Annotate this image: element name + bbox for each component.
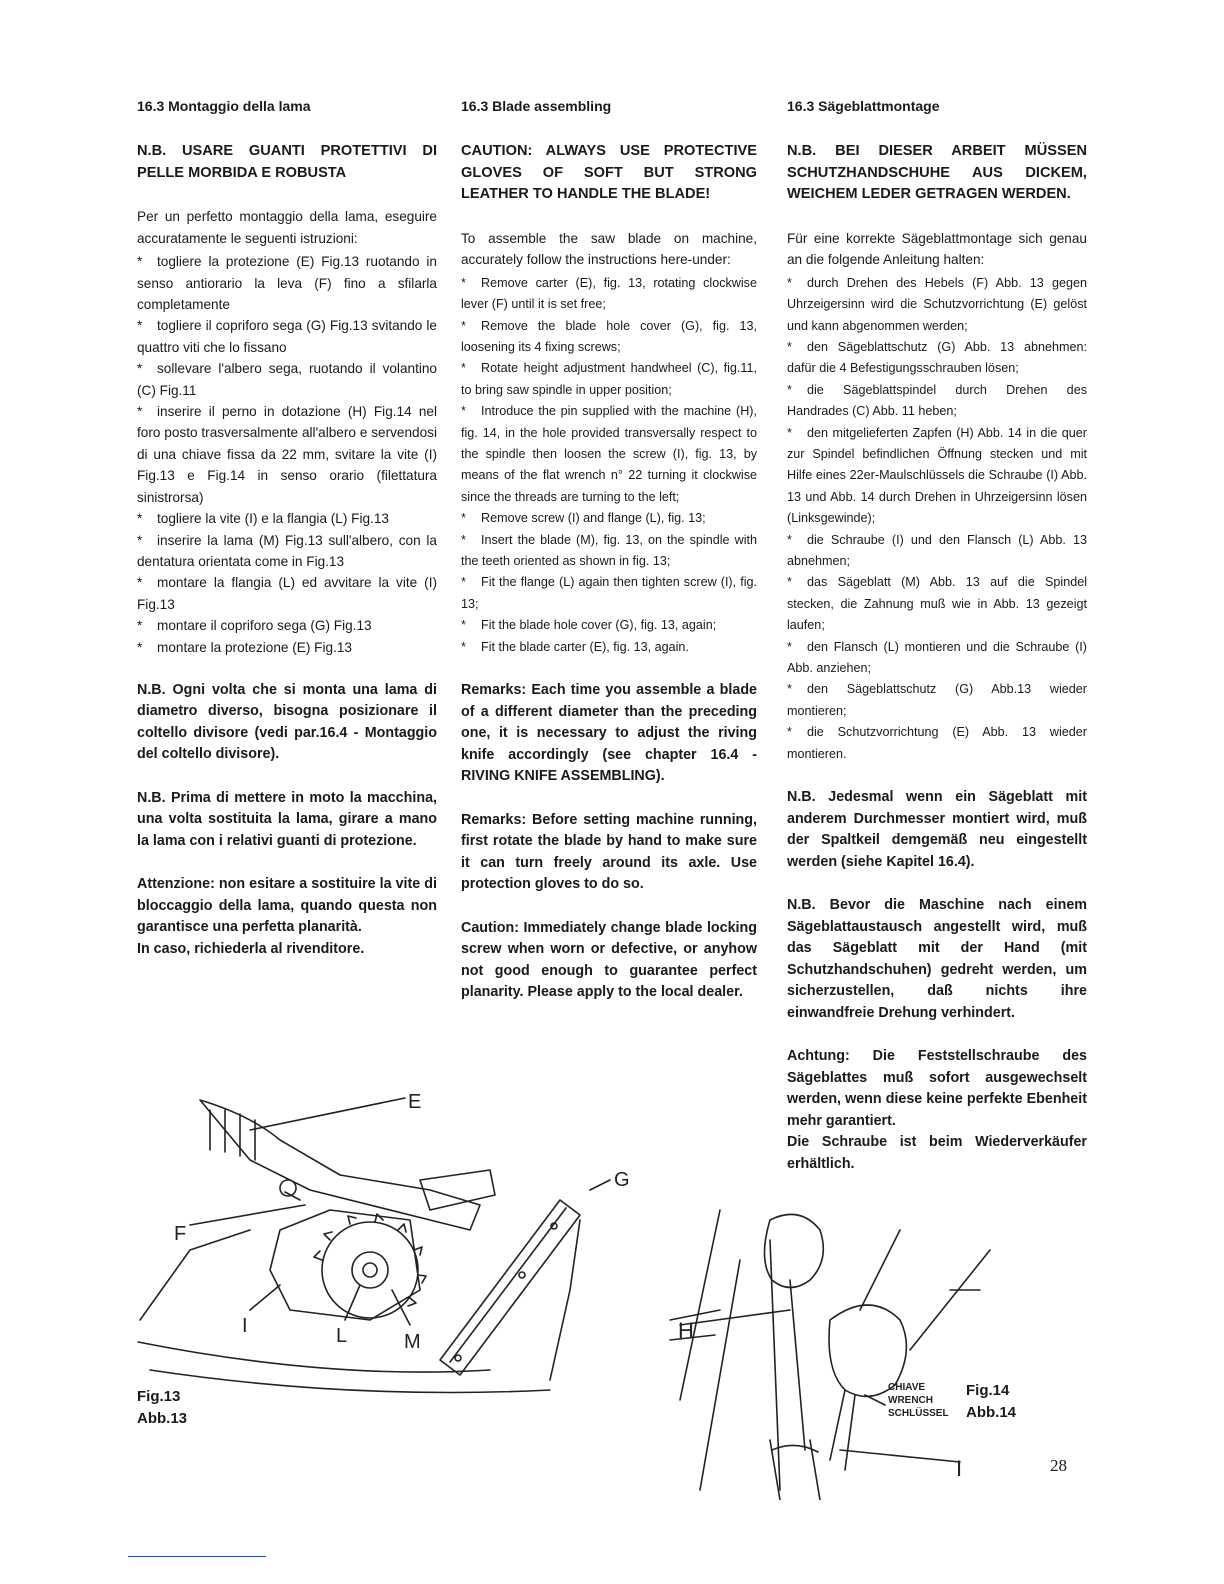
blade-teeth	[314, 1214, 426, 1306]
list-item: * die Schutzvorrichtung (E) Abb. 13 wieder montieren.	[787, 722, 1087, 765]
section-title-en: 16.3 Blade assembling	[461, 98, 612, 114]
figure-13-caption: Fig.13 Abb.13	[137, 1388, 188, 1427]
bullet: *	[137, 511, 143, 527]
figure-14-wrench-drawing	[660, 1200, 1030, 1500]
column-italian	[137, 96, 437, 982]
bullet: *	[461, 575, 466, 590]
label-i: I	[956, 1456, 963, 1481]
bullet: *	[137, 361, 143, 377]
table-lower-edge	[150, 1370, 550, 1393]
label-f: F	[174, 1223, 187, 1245]
column-english	[461, 96, 757, 1026]
bullet: *	[137, 254, 143, 270]
list-item: * montare il copriforo sega (G) Fig.13	[137, 615, 437, 636]
note-start-en: Remarks: Before setting machine running, first rotate the blade by hand to make sure it can turn freely around its axle. Use protection gloves to do so.	[461, 811, 757, 893]
label-i: I	[242, 1315, 248, 1337]
column-german	[787, 96, 1087, 1197]
cover-screw	[455, 1355, 461, 1361]
bullet: *	[787, 425, 792, 440]
bullet: *	[787, 639, 792, 654]
bullet: *	[461, 511, 466, 526]
cover-screw	[519, 1272, 525, 1278]
intro-it: Per un perfetto montaggio della lama, eseguire accuratamente le seguenti istruzioni:	[137, 209, 437, 246]
steps-list-it	[137, 251, 437, 658]
list-item: * togliere la protezione (E) Fig.13 ruotando in senso antiorario la leva (F) fino a sfilarla completamente	[137, 251, 437, 315]
bullet: *	[787, 382, 792, 397]
wrench-label-it: CHIAVE	[888, 1382, 926, 1393]
pin-h	[790, 1280, 805, 1450]
list-item: * Insert the blade (M), fig. 13, on the spindle with the teeth oriented as shown in fig. 13;	[461, 530, 757, 573]
figure-14-caption: Fig.14 Abb.14	[966, 1382, 1017, 1421]
bullet: *	[461, 532, 466, 547]
leader-i	[250, 1285, 280, 1310]
blade-housing	[270, 1210, 420, 1320]
leader-f	[190, 1205, 305, 1225]
label-e: E	[408, 1091, 422, 1113]
note-start-it: N.B. Prima di mettere in moto la macchina, una volta sostituita la lama, girare a mano la lama con i relativi guanti di protezione.	[137, 789, 437, 849]
table-edge-right	[550, 1220, 580, 1380]
list-item: * montare la protezione (E) Fig.13	[137, 637, 437, 658]
list-item: * Fit the blade carter (E), fig. 13, again.	[461, 637, 757, 658]
wrench	[830, 1390, 855, 1470]
bullet: *	[787, 339, 792, 354]
leader-g	[590, 1180, 610, 1190]
section-title-de: 16.3 Sägeblattmontage	[787, 98, 940, 114]
leader-m	[392, 1290, 410, 1325]
intro-de: Für eine korrekte Sägeblattmontage sich genau an die folgende Anleitung halten:	[787, 230, 1087, 268]
bullet: *	[461, 275, 466, 290]
note-dealer-it: In caso, richiederla al rivenditore.	[137, 940, 365, 957]
note-diameter-de: N.B. Jedesmal wenn ein Sägeblatt mit anderem Durchmesser montiert wird, muß der Spaltkeil demgemäß neu eingestellt werden (siehe Kapitel 16.4).	[787, 789, 1087, 870]
bullet: *	[137, 318, 143, 334]
list-item: * sollevare l'albero sega, ruotando il volantino (C) Fig.11	[137, 358, 437, 401]
note-screw-it: Attenzione: non esitare a sostituire la vite di bloccaggio della lama, quando questa non garantisce una perfetta planarità.	[137, 876, 437, 936]
list-item: * montare la flangia (L) ed avvitare la vite (I) Fig.13	[137, 572, 437, 615]
list-item: * Remove carter (E), fig. 13, rotating clockwise lever (F) until it is set free;	[461, 273, 757, 316]
bullet: *	[787, 725, 792, 740]
note-screw-en: Caution: Immediately change blade locking screw when worn or defective, or anyhow not good enough to guarantee perfect planarity. Please apply to the local dealer.	[461, 919, 757, 1001]
footer-rule	[128, 1556, 266, 1557]
note-diameter-en: Remarks: Each time you assemble a blade of a different diameter than the preceding one, it is necessary to adjust the riving knife accordingly (see chapter 16.4 - RIVING KNIFE ASSEMBLING).	[461, 682, 757, 785]
bullet: *	[137, 575, 143, 591]
list-item: * Fit the blade hole cover (G), fig. 13, again;	[461, 615, 757, 636]
leader-e	[250, 1098, 405, 1130]
list-item: * Introduce the pin supplied with the machine (H), fig. 14, in the hole provided transversally respect to the spindle then loosen the screw (I), fig. 13, by means of the flat wrench n° 22 turning it clockwise since the threads are turning to the left;	[461, 401, 757, 508]
intro-en: To assemble the saw blade on machine, accurately follow the instructions here-under:	[461, 230, 757, 268]
bullet: *	[461, 639, 466, 654]
page-number: 28	[1050, 1456, 1067, 1475]
bullet: *	[461, 361, 466, 376]
steps-list-de	[787, 273, 1087, 765]
list-item: * den mitgelieferten Zapfen (H) Abb. 14 in die quer zur Spindel befindlichen Öffnung stecken und mit Hilfe eines 22er-Maulschlüssels die Schraube (I) Abb. 13 und Abb. 14 durch Drehen in Uhrzeigersinn lösen (Linksgewinde);	[787, 423, 1087, 530]
list-item: * Remove the blade hole cover (G), fig. 13, loosening its 4 fixing screws;	[461, 316, 757, 359]
label-l: L	[336, 1325, 348, 1347]
list-item: * den Flansch (L) montieren und die Schraube (I) Abb. anziehen;	[787, 637, 1087, 680]
list-item: * inserire la lama (M) Fig.13 sull'albero, con la dentatura orientata come in Fig.13	[137, 530, 437, 573]
leader-wrench	[865, 1395, 885, 1405]
wrench-label-de: SCHLÜSSEL	[888, 1408, 949, 1419]
list-item: * Fit the flange (L) again then tighten screw (I), fig. 13;	[461, 572, 757, 615]
list-item: * inserire il perno in dotazione (H) Fig.14 nel foro posto trasversalmente all'albero e servendosi di una chiave fissa da 22 mm, svitare la vite (I) Fig.13 e Fig.14 in senso orario (filettatura sinistrorsa)	[137, 401, 437, 508]
list-item: * Rotate height adjustment handwheel (C), fig.11, to bring saw spindle in upper position;	[461, 358, 757, 401]
section-title-it: 16.3 Montaggio della lama	[137, 98, 311, 114]
bullet: *	[137, 639, 143, 655]
label-m: M	[404, 1331, 421, 1353]
arm-lines	[860, 1230, 990, 1350]
list-item: * Remove screw (I) and flange (L), fig. 13;	[461, 508, 757, 529]
table-edge-left	[140, 1230, 250, 1320]
screw-i	[363, 1263, 377, 1277]
figure-13-blade-drawing	[130, 1080, 650, 1410]
wrench-label-en: WRENCH	[888, 1395, 933, 1406]
spindle	[770, 1440, 820, 1500]
bullet: *	[787, 575, 792, 590]
bullet: *	[787, 532, 792, 547]
list-item: * die Sägeblattspindel durch Drehen des Handrades (C) Abb. 11 heben;	[787, 380, 1087, 423]
table-front-edge	[138, 1342, 490, 1372]
bullet: *	[137, 618, 143, 634]
warning-it: N.B. USARE GUANTI PROTETTIVI DI PELLE MORBIDA E ROBUSTA	[137, 143, 437, 181]
bullet: *	[461, 318, 466, 333]
list-item: * die Schraube (I) und den Flansch (L) Abb. 13 abnehmen;	[787, 530, 1087, 573]
list-item: * den Sägeblattschutz (G) Abb.13 wieder montieren;	[787, 679, 1087, 722]
note-screw-de: Achtung: Die Feststellschraube des Sägeblattes muß sofort ausgewechselt werden, wenn diese keine perfekte Ebenheit mehr garantiert.	[787, 1048, 1087, 1129]
bullet: *	[461, 618, 466, 633]
warning-en: CAUTION: ALWAYS USE PROTECTIVE GLOVES OF SOFT BUT STRONG LEATHER TO HANDLE THE BLADE!	[461, 143, 757, 203]
list-item: * togliere il copriforo sega (G) Fig.13 svitando le quattro viti che lo fissano	[137, 315, 437, 358]
upper-gloved-hand	[764, 1214, 823, 1287]
note-start-de: N.B. Bevor die Maschine nach einem Sägeblattaustausch angestellt wird, muß das Sägeblatt mit der Hand (mit Schutzhandschuhen) gedreht werden, um sicherzustellen, daß nichts ihre einwandfreie Drehung verhindert.	[787, 897, 1087, 1021]
bullet: *	[137, 404, 143, 420]
bullet: *	[137, 532, 143, 548]
label-h: H	[678, 1318, 694, 1343]
saw-blade	[322, 1222, 418, 1318]
blade-hole-cover-slot	[450, 1208, 566, 1362]
warning-de: N.B. BEI DIESER ARBEIT MÜSSEN SCHUTZHANDSCHUHE AUS DICKEM, WEICHEM LEDER GETRAGEN WERDEN.	[787, 143, 1087, 203]
note-diameter-it: N.B. Ogni volta che si monta una lama di diametro diverso, bisogna posizionare il coltello divisore (vedi par.16.4 - Montaggio del coltello divisore).	[137, 681, 437, 763]
steps-list-en	[461, 273, 757, 658]
label-g: G	[614, 1169, 630, 1191]
list-item: * den Sägeblattschutz (G) Abb. 13 abnehmen: dafür die 4 Befestigungsschrauben lösen;	[787, 337, 1087, 380]
list-item: * das Sägeblatt (M) Abb. 13 auf die Spindel stecken, die Zahnung muß wie in Abb. 13 gezeigt laufen;	[787, 572, 1087, 636]
bullet: *	[461, 404, 466, 419]
bullet: *	[787, 682, 792, 697]
blade-hole-cover-g	[440, 1200, 580, 1375]
bullet: *	[787, 275, 792, 290]
leader-i	[840, 1450, 960, 1462]
guard-e-ribs	[210, 1110, 255, 1160]
list-item: * togliere la vite (I) e la flangia (L) Fig.13	[137, 508, 437, 529]
note-dealer-de: Die Schraube ist beim Wiederverkäufer erhältlich.	[787, 1134, 1087, 1172]
list-item: * durch Drehen des Hebels (F) Abb. 13 gegen Uhrzeigersinn wird die Schutzvorrichtung (E) gelöst und kann abgenommen werden;	[787, 273, 1087, 337]
flange-l	[352, 1252, 388, 1288]
